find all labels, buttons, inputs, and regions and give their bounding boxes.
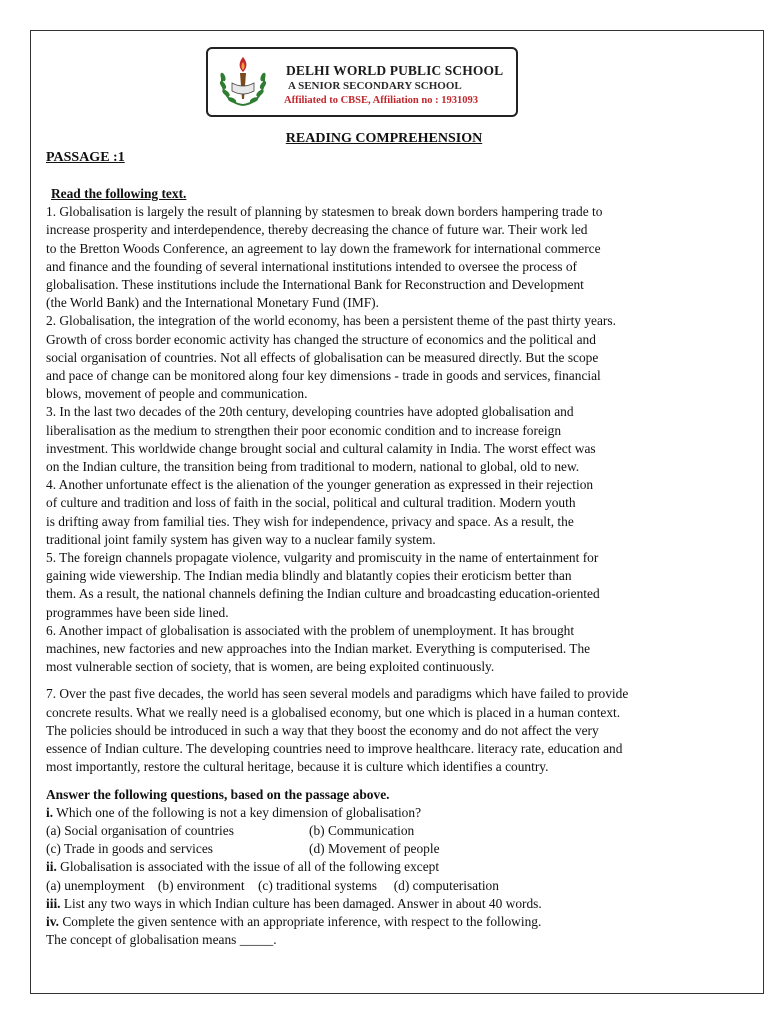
school-header bbox=[206, 47, 518, 117]
option-d: (d) Movement of people bbox=[309, 841, 440, 857]
paragraph-line: them. As a result, the national channels defining the Indian culture and broadcasting education-oriented bbox=[46, 586, 600, 602]
paragraph-line: (the World Bank) and the International Monetary Fund (IMF). bbox=[46, 295, 379, 311]
question-text: Complete the given sentence with an appropriate inference, with respect to the following. bbox=[59, 913, 542, 929]
paragraph-line: gaining wide viewership. The Indian media blindly and blatantly copies their eroticism better than bbox=[46, 568, 572, 584]
school-subtitle: A SENIOR SECONDARY SCHOOL bbox=[288, 80, 462, 92]
paragraph-5 bbox=[46, 549, 726, 622]
question-1-options-row-2 bbox=[46, 840, 726, 858]
spacer bbox=[46, 676, 726, 685]
question-4 bbox=[46, 913, 726, 931]
option-a: (a) Social organisation of countries bbox=[46, 822, 234, 838]
question-text: Which one of the following is not a key dimension of globalisation? bbox=[53, 804, 422, 820]
paragraph-3 bbox=[46, 403, 726, 476]
question-1 bbox=[46, 804, 726, 822]
paragraph-line: is drifting away from familial ties. They wish for independence, privacy and space. As a result, the bbox=[46, 513, 574, 529]
option-c: (c) Trade in goods and services bbox=[46, 841, 213, 857]
paragraph-line: essence of Indian culture. The developing countries need to improve healthcare. literacy rate, education and bbox=[46, 741, 623, 757]
paragraph-line: traditional joint family system has given way to a nuclear family system. bbox=[46, 531, 436, 547]
paragraph-line: The policies should be introduced in such a way that they boost the economy and do not affect the very bbox=[46, 722, 599, 738]
paragraph-7 bbox=[46, 685, 726, 776]
option-list: (a) unemployment (b) environment (c) traditional systems (d) computerisation bbox=[46, 877, 499, 893]
paragraph-line: on the Indian culture, the transition being from traditional to modern, national to global, old to new. bbox=[46, 459, 580, 475]
question-number: iv. bbox=[46, 913, 60, 929]
paragraph-line: of culture and tradition and loss of faith in the social, political and cultural tradition. Modern youth bbox=[46, 495, 576, 511]
paragraph-line: and pace of change can be monitored along four key dimensions - trade in goods and services, financial bbox=[46, 368, 601, 384]
question-2-options bbox=[46, 877, 726, 895]
question-4-sentence: The concept of globalisation means _____. bbox=[46, 932, 277, 948]
instruction-heading: Read the following text. bbox=[51, 186, 187, 201]
question-number: i. bbox=[46, 804, 54, 820]
paragraph-6 bbox=[46, 622, 726, 677]
passage-label: PASSAGE :1 bbox=[46, 150, 125, 165]
paragraph-line: 2. Globalisation, the integration of the world economy, has been a persistent theme of the past thirty years. bbox=[46, 313, 616, 329]
paragraph-line: Growth of cross border economic activity has changed the structure of economics and the political and bbox=[46, 331, 596, 347]
page-title-wrap bbox=[0, 131, 768, 147]
paragraph-1 bbox=[46, 203, 726, 312]
paragraph-line: increase prosperity and interdependence, thereby decreasing the chance of future war. Their work led bbox=[46, 222, 588, 238]
paragraph-line: investment. This worldwide change brought social and cultural calamity in India. The worst effect was bbox=[46, 440, 596, 456]
paragraph-line: liberalisation as the medium to strengthen their poor economic condition and to increase foreign bbox=[46, 422, 562, 438]
school-name: DELHI WORLD PUBLIC SCHOOL bbox=[286, 63, 504, 78]
paragraph-line: 4. Another unfortunate effect is the alienation of the younger generation as expressed in their rejection bbox=[46, 477, 594, 493]
paragraph-line: machines, new factories and new approaches into the Indian market. Everything is computerised. The bbox=[46, 641, 591, 657]
paragraph-line: 7. Over the past five decades, the world has seen several models and paradigms which have failed to provide bbox=[46, 686, 629, 702]
paragraph-line: 6. Another impact of globalisation is associated with the problem of unemployment. It has brought bbox=[46, 622, 575, 638]
paragraph-line: and finance and the founding of several international institutions intended to oversee the process of bbox=[46, 258, 578, 274]
paragraph-2 bbox=[46, 312, 726, 403]
question-text: Globalisation is associated with the issue of all of the following except bbox=[56, 859, 440, 875]
question-text: List any two ways in which Indian culture has been damaged. Answer in about 40 words. bbox=[60, 895, 542, 911]
paragraph-line: concrete results. What we really need is a globalised economy, but one which is placed in a human context. bbox=[46, 704, 621, 720]
paragraph-4 bbox=[46, 476, 726, 549]
paragraph-line: blows, movement of people and communication. bbox=[46, 386, 308, 402]
paragraph-line: programmes have been side lined. bbox=[46, 604, 229, 620]
question-2 bbox=[46, 858, 726, 876]
spacer bbox=[46, 777, 726, 786]
passage-content bbox=[46, 185, 726, 949]
school-affiliation: Affiliated to CBSE, Affiliation no : 1931093 bbox=[284, 95, 478, 106]
paragraph-line: most vulnerable section of society, that is women, are being exploited continuously. bbox=[46, 659, 495, 675]
paragraph-line: to the Bretton Woods Conference, an agreement to lay down the framework for international commerce bbox=[46, 240, 601, 256]
question-3 bbox=[46, 895, 726, 913]
paragraph-line: globalisation. These institutions include the International Bank for Reconstruction and Development bbox=[46, 277, 584, 293]
page-title: READING COMPREHENSION bbox=[285, 131, 483, 146]
paragraph-line: 5. The foreign channels propagate violence, vulgarity and promiscuity in the name of entertainment for bbox=[46, 550, 599, 566]
option-b: (b) Communication bbox=[309, 822, 415, 838]
paragraph-line: social organisation of countries. Not all effects of globalisation can be measured directly. But the scope bbox=[46, 349, 599, 365]
paragraph-line: 3. In the last two decades of the 20th century, developing countries have adopted globalisation and bbox=[46, 404, 574, 420]
questions-heading: Answer the following questions, based on the passage above. bbox=[46, 786, 390, 802]
question-1-options-row-1 bbox=[46, 822, 726, 840]
question-number: iii. bbox=[46, 895, 61, 911]
school-crest-icon bbox=[214, 53, 272, 111]
paragraph-line: most importantly, restore the cultural heritage, because it is culture which identifies a country. bbox=[46, 759, 549, 775]
paragraph-line: 1. Globalisation is largely the result of planning by statesmen to break down borders hampering trade to bbox=[46, 204, 603, 220]
question-number: ii. bbox=[46, 859, 57, 875]
